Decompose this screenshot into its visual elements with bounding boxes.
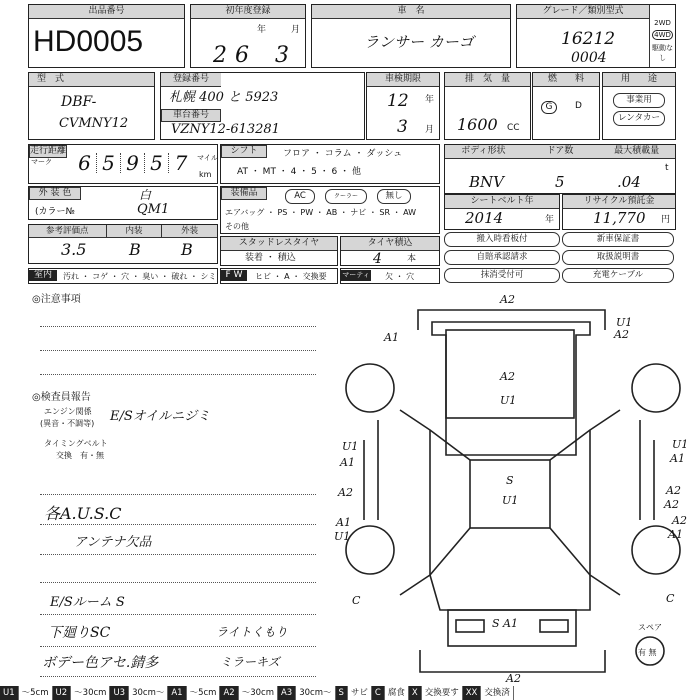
mileage-label: 走行距離 <box>30 146 67 156</box>
legend-key: C <box>372 686 385 700</box>
legend-value: 30cm～ <box>129 686 168 700</box>
timing-sub: 交換 有・無 <box>56 451 104 460</box>
legend-value: ～30cm <box>239 686 278 700</box>
ref-grade: 3.5 <box>61 240 87 259</box>
registration-box <box>160 72 365 140</box>
fw-items: ヒビ ・ A ・ 交換要 <box>255 272 327 281</box>
equip-none: 無し <box>377 189 411 204</box>
report-note: ライトくもり <box>216 625 288 639</box>
first-registration-box <box>190 4 306 68</box>
rear-outline <box>420 650 605 672</box>
caution-line <box>40 374 316 375</box>
displacement-box <box>444 72 531 140</box>
right-door-lines <box>640 420 654 520</box>
car-name-box <box>311 4 511 68</box>
fuel-label: 燃 料 <box>533 73 599 87</box>
front-bumper-outline <box>418 310 605 330</box>
doors-label: ドア数 <box>546 146 574 156</box>
doors: 5 <box>555 173 565 191</box>
damage-mark: A2 <box>338 486 353 499</box>
doc-item: 自賠承認請求 <box>444 250 560 265</box>
displacement: 1600 <box>457 115 498 134</box>
hood-panel <box>446 330 574 418</box>
inspection-year: 12 <box>387 91 409 111</box>
damage-mark: A2 <box>614 328 629 341</box>
reg-no-label: 登録番号 <box>161 73 221 87</box>
use-box <box>602 72 676 140</box>
exterior-color: 白 <box>139 188 152 202</box>
fw-row <box>220 268 338 284</box>
drive-4wd: 4WD <box>652 30 673 40</box>
legend-key: A1 <box>168 686 186 700</box>
capacity: .04 <box>617 173 641 191</box>
spare-circle <box>636 637 664 665</box>
grade-label: グレード／類別型式 <box>517 5 649 19</box>
legend-key: U3 <box>110 686 129 700</box>
exterior-grade-label: 外装 <box>162 225 217 238</box>
damage-mark: A1 <box>384 331 399 344</box>
seatbelt-box <box>444 194 560 230</box>
recycle-label: リサイクル預託金 <box>563 195 675 209</box>
legend-key: X <box>409 686 422 700</box>
report-note: 下廻りSC <box>48 625 111 641</box>
report-line <box>40 646 316 647</box>
mark-label: マーク <box>31 158 52 166</box>
ref-grade-label: 参考評価点 <box>29 225 107 238</box>
left-side-outline <box>400 410 430 595</box>
grade-scores-header <box>29 225 217 238</box>
legend-value: ～5cm <box>19 686 53 700</box>
body-header <box>445 145 675 159</box>
seatbelt-unit: 年 <box>545 215 555 225</box>
rear-right-wheel <box>632 526 680 574</box>
equipment-box <box>220 186 440 234</box>
document-checklist <box>444 232 676 284</box>
fuel-box <box>532 72 600 140</box>
rear-window-outline <box>430 430 590 575</box>
damage-mark: U1 <box>616 316 633 329</box>
report-note: ミラーキズ <box>220 655 280 669</box>
damage-mark: A2 <box>506 672 521 685</box>
report-line <box>40 524 316 525</box>
damage-mark: A1 <box>340 456 355 469</box>
mileage-digit: 5 <box>97 153 121 173</box>
interior-label: 室内 <box>29 270 57 281</box>
fuel-g: G <box>541 101 557 114</box>
legend-key: A2 <box>220 686 238 700</box>
rear-bumper <box>448 610 576 646</box>
mc-items: 欠 ・ 穴 <box>385 272 415 281</box>
equip-cooler: クーラー <box>325 189 367 204</box>
use-rental: レンタカー <box>613 111 665 126</box>
body: BNV <box>469 173 504 191</box>
rear-left-wheel <box>346 526 394 574</box>
mileage-digit: 6 <box>73 153 97 173</box>
legend-value: 30cm～ <box>296 686 335 700</box>
studless-label: スタッドレスタイヤ <box>221 237 337 251</box>
caution-line <box>40 350 316 351</box>
inspection-box <box>366 72 440 140</box>
front-left-wheel <box>346 364 394 412</box>
model-box <box>28 72 155 140</box>
report-line <box>40 494 316 495</box>
spare-label: スペア <box>638 623 662 632</box>
lot-number: HD0005 <box>33 25 144 58</box>
legend-value: サビ <box>348 686 372 700</box>
tire-count: 4 <box>373 251 382 267</box>
inspection-year-label: 年 <box>425 95 435 105</box>
exterior-label: 外 装 色 <box>29 187 81 200</box>
inspection-month: 3 <box>397 117 408 137</box>
car-name: ランサー カーゴ <box>364 33 474 51</box>
interior-row <box>28 268 218 284</box>
model-line2: CVMNY12 <box>59 116 129 131</box>
fw-label: F W <box>221 270 247 281</box>
damage-legend <box>0 686 700 700</box>
windshield-outline <box>432 322 590 455</box>
color-no-label: (カラー№ <box>35 207 75 217</box>
mc-row <box>340 268 440 284</box>
mileage-digit: 5 <box>145 153 169 173</box>
report-line <box>40 676 316 677</box>
report-note: ボデー色アセ.錆多 <box>42 655 159 671</box>
doc-item: 充電ケーブル <box>562 268 674 283</box>
timing-label: タイミングベルト <box>44 439 108 448</box>
report-note: アンテナ欠品 <box>74 535 152 550</box>
legend-key: S <box>336 686 348 700</box>
month-label: 月 <box>291 25 301 35</box>
legend-key: XX <box>463 686 482 700</box>
report-note: 各A.U.S.C <box>44 504 122 523</box>
shift-types: AT ・ MT ・ 4 ・ 5 ・ 6 ・ 他 <box>237 167 362 177</box>
left-door-lines <box>364 420 378 520</box>
roof-panel <box>470 460 550 528</box>
grade-bottom: 0004 <box>571 50 607 66</box>
doc-item: 搬入時看板付 <box>444 232 560 247</box>
damage-mark: S <box>506 474 514 487</box>
equip-other: その他 <box>225 222 249 231</box>
damage-mark: A2 <box>666 484 681 497</box>
doc-item: 新車保証書 <box>562 232 674 247</box>
year-label: 年 <box>257 25 267 35</box>
recycle-box <box>562 194 676 230</box>
tire-label: タイヤ積込 <box>341 237 439 251</box>
yen-unit: 円 <box>661 215 671 225</box>
shift-box <box>220 144 440 184</box>
mileage-digits <box>73 153 193 173</box>
report-line <box>40 582 316 583</box>
body-label: ボディ形状 <box>461 146 506 156</box>
mileage-digit: 9 <box>121 153 145 173</box>
legend-key: U2 <box>53 686 72 700</box>
legend-value: ～30cm <box>71 686 110 700</box>
legend-value: 交換済 <box>481 686 514 700</box>
lot-number-box <box>28 4 185 68</box>
report-title: ◎検査員報告 <box>32 392 91 403</box>
damage-mark: U1 <box>334 530 351 543</box>
reg-no: 札幌 400 と 5923 <box>169 90 279 105</box>
drive-none: 駆動なし <box>652 44 673 62</box>
drive-2wd: 2WD <box>654 19 671 27</box>
damage-mark: U1 <box>342 440 359 453</box>
model-label: 型 式 <box>29 73 154 87</box>
damage-mark: A1 <box>668 528 683 541</box>
tire-box <box>340 236 440 266</box>
fuel-d: D <box>575 101 582 111</box>
rear-lamp-left <box>456 620 484 632</box>
engine-note: E/Sオイルニジミ <box>110 409 211 424</box>
cc-unit: CC <box>507 123 520 133</box>
damage-mark: S A1 <box>492 617 518 630</box>
interior-grade: B <box>129 240 141 259</box>
mileage-unit-mile: マイル <box>197 154 218 162</box>
shift-options: フロア ・ コラム ・ ダッシュ <box>283 149 403 159</box>
legend-key: U1 <box>0 686 19 700</box>
damage-mark: C <box>666 592 675 605</box>
grade-scores-box <box>28 224 218 264</box>
equip-ac: AC <box>285 189 315 204</box>
report-line <box>40 614 316 615</box>
grade-top: 16212 <box>561 29 616 49</box>
equip-list: エアバッグ ・ PS ・ PW ・ AB ・ ナビ ・ SR ・ AW <box>225 208 417 217</box>
capacity-label: 最大積載量 <box>614 146 660 156</box>
seatbelt-label: シートベルト年 <box>445 195 559 209</box>
spare-value: 有 無 <box>638 648 657 657</box>
car-name-label: 車 名 <box>312 5 510 19</box>
legend-value: ～5cm <box>187 686 221 700</box>
engine-label: エンジン関係 <box>44 407 92 416</box>
equip-label: 装備品 <box>221 187 267 200</box>
mc-label: マーティ <box>342 271 370 279</box>
rear-lamp-right <box>540 620 568 632</box>
capacity-unit: t <box>665 163 669 173</box>
damage-mark: A2 <box>500 370 515 383</box>
studless-box <box>220 236 338 266</box>
doc-item: 取扱説明書 <box>562 250 674 265</box>
damage-mark: U1 <box>672 438 689 451</box>
caution-title: ◎注意事項 <box>32 294 81 305</box>
mileage-unit-km: km <box>199 170 212 179</box>
damage-mark: U1 <box>502 494 519 507</box>
damage-mark: U1 <box>500 394 517 407</box>
inspection-label: 車検期限 <box>367 73 439 87</box>
displacement-label: 排 気 量 <box>445 73 530 87</box>
color-no: QM1 <box>137 202 170 217</box>
use-commercial: 事業用 <box>613 93 665 108</box>
body-box <box>444 144 676 194</box>
seatbelt-year: 2014 <box>465 209 504 227</box>
engine-sub: (異音・不調等) <box>40 419 95 428</box>
mileage-digit: 7 <box>174 151 188 175</box>
interior-grade-label: 内装 <box>107 225 163 238</box>
legend-value: 交換要す <box>422 686 463 700</box>
caution-line <box>40 326 316 327</box>
shift-label: シフト <box>221 145 267 158</box>
doc-item: 抹消受付可 <box>444 268 560 283</box>
first-reg-month: 3 <box>275 43 289 68</box>
inspection-month-label: 月 <box>425 125 435 135</box>
exterior-color-box <box>28 186 218 220</box>
right-side-outline <box>590 410 620 595</box>
first-registration-label: 初年度登録 <box>191 5 305 19</box>
damage-mark: A2 <box>664 498 679 511</box>
damage-mark: A1 <box>670 452 685 465</box>
report-note: E/Sルーム S <box>50 595 125 610</box>
first-reg-year: 26 <box>213 43 257 68</box>
use-label: 用 途 <box>603 73 675 87</box>
legend-value: 腐食 <box>385 686 409 700</box>
model-line1: DBF- <box>61 94 97 110</box>
front-right-wheel <box>632 364 680 412</box>
drive-options <box>649 5 675 67</box>
recycle-amount: 11,770 <box>593 209 646 227</box>
damage-mark: C <box>352 594 361 607</box>
mileage-box <box>28 144 218 184</box>
chassis-no: VZNY12-613281 <box>171 122 280 137</box>
report-line <box>40 554 316 555</box>
damage-mark: A1 <box>336 516 351 529</box>
interior-items: 汚れ ・ コゲ ・ 穴 ・ 臭い ・ 破れ ・ シミ <box>63 272 217 281</box>
chassis-label: 車台番号 <box>161 109 221 122</box>
damage-mark: A2 <box>500 293 515 306</box>
damage-mark: A2 <box>672 514 687 527</box>
legend-key: A3 <box>278 686 296 700</box>
grade-box <box>516 4 676 68</box>
exterior-grade: B <box>181 240 193 259</box>
studless-options: 装着 ・ 積込 <box>245 253 296 263</box>
lot-number-label: 出品番号 <box>29 5 184 19</box>
tire-unit: 本 <box>407 254 417 264</box>
rear-hatch-outline <box>430 575 590 610</box>
